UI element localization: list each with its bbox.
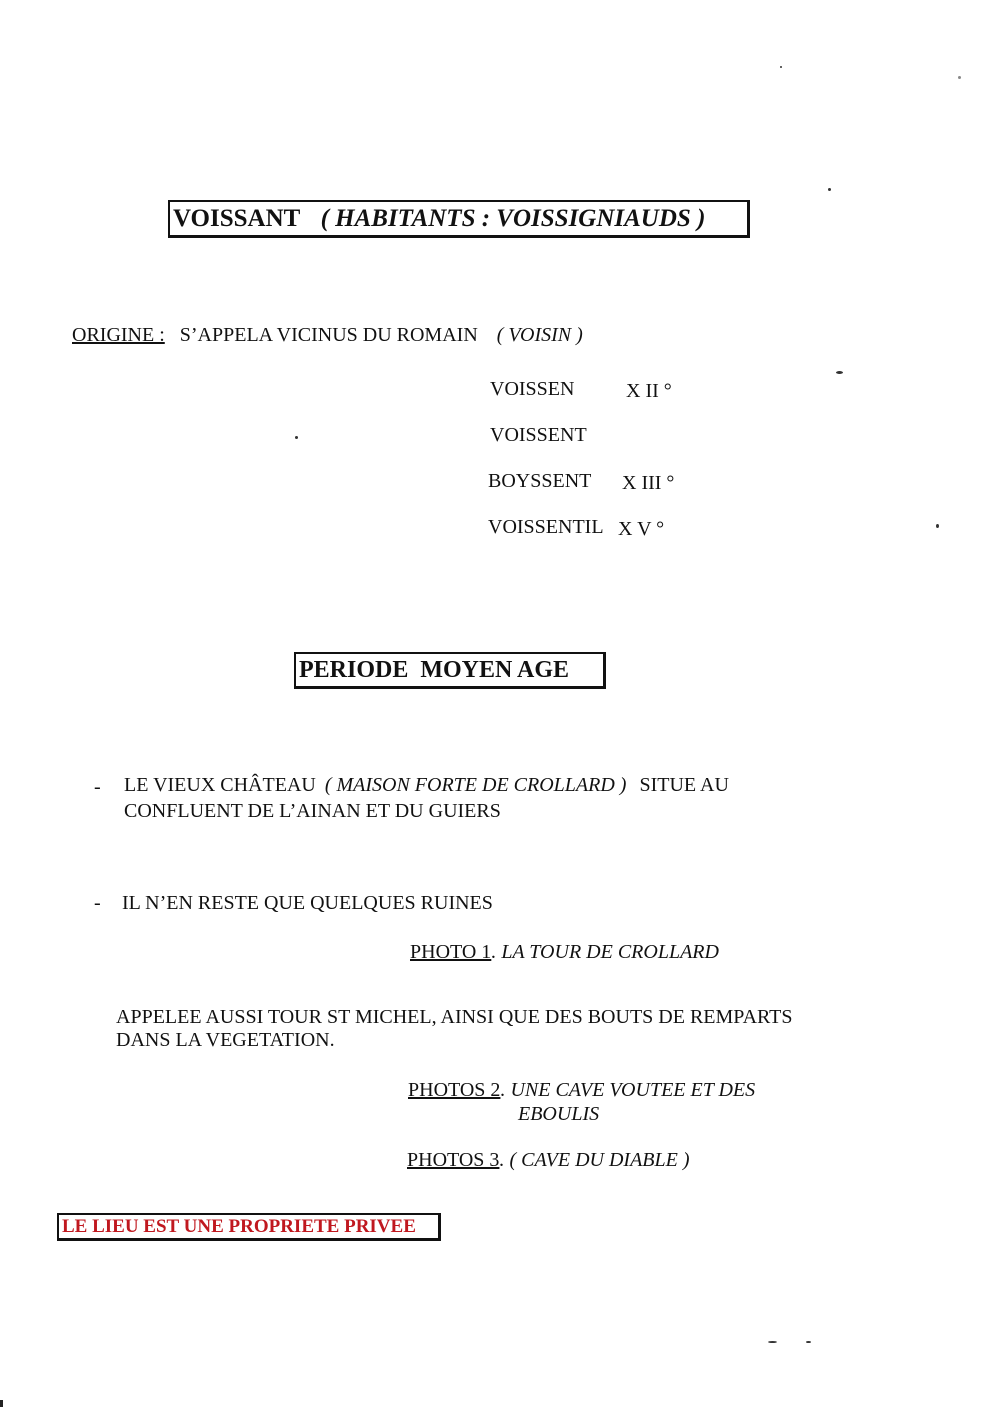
photo-caption (408, 1079, 755, 1102)
form-name: BOYSSENT (488, 470, 592, 492)
scan-speck (780, 66, 782, 68)
origine-note: ( VOISIN ) (496, 324, 583, 346)
scan-speck (295, 436, 298, 439)
bullet-dash: - (94, 892, 101, 914)
scan-speck (828, 188, 831, 191)
bullet-item (124, 774, 729, 797)
section-heading: PERIODE MOYEN AGE (294, 652, 606, 689)
title-habitants: ( HABITANTS : VOISSIGNIAUDS ) (320, 205, 706, 232)
photo-caption-text: . UNE CAVE VOUTEE ET DES (500, 1079, 756, 1101)
photo-caption-text: . LA TOUR DE CROLLARD (491, 941, 719, 963)
private-property-warning: LE LIEU EST UNE PROPRIETE PRIVEE (57, 1213, 441, 1241)
origine-text: S’APPELA VICINUS DU ROMAIN (179, 324, 478, 346)
bullet-italic: ( MAISON FORTE DE CROLLARD ) (324, 774, 627, 796)
bullet-text: LE VIEUX CHÂTEAU (124, 774, 316, 796)
photo-caption (407, 1149, 690, 1172)
photo-label: PHOTO 1 (410, 941, 492, 963)
photo-caption-continuation: EBOULIS (518, 1103, 600, 1125)
photo-label: PHOTOS 2 (408, 1079, 501, 1101)
title-place: VOISSANT (173, 205, 301, 232)
paragraph-line: APPELEE AUSSI TOUR ST MICHEL, AINSI QUE DES BOUTS DE REMPARTS (116, 1006, 793, 1028)
form-item (488, 516, 604, 539)
form-item (488, 470, 591, 493)
scan-speck (806, 1341, 811, 1343)
form-century: X V ° (618, 518, 665, 540)
scan-speck (0, 1400, 3, 1407)
scan-speck (836, 371, 843, 374)
form-century: X III ° (622, 472, 675, 494)
photo-label: PHOTOS 3 (407, 1149, 500, 1171)
paragraph-line: DANS LA VEGETATION. (116, 1029, 335, 1051)
form-name: VOISSENT (490, 424, 587, 446)
bullet-continuation: CONFLUENT DE L’AINAN ET DU GUIERS (124, 800, 501, 822)
bullet-dash: - (94, 776, 101, 798)
form-name: VOISSENTIL (488, 516, 604, 538)
form-item (490, 424, 587, 447)
origine-label: ORIGINE : (72, 324, 165, 346)
page-title (168, 200, 750, 238)
bullet-text: SITUE AU (639, 774, 729, 796)
scan-speck (958, 76, 961, 79)
form-item (490, 378, 574, 401)
scan-speck (768, 1341, 777, 1343)
photo-caption (410, 941, 719, 964)
scan-speck (936, 524, 939, 528)
form-name: VOISSEN (490, 378, 575, 400)
origine-line (72, 324, 583, 347)
form-century: X II ° (626, 380, 672, 402)
photo-caption-text: . ( CAVE DU DIABLE ) (499, 1149, 690, 1171)
bullet-item: IL N’EN RESTE QUE QUELQUES RUINES (122, 892, 493, 914)
